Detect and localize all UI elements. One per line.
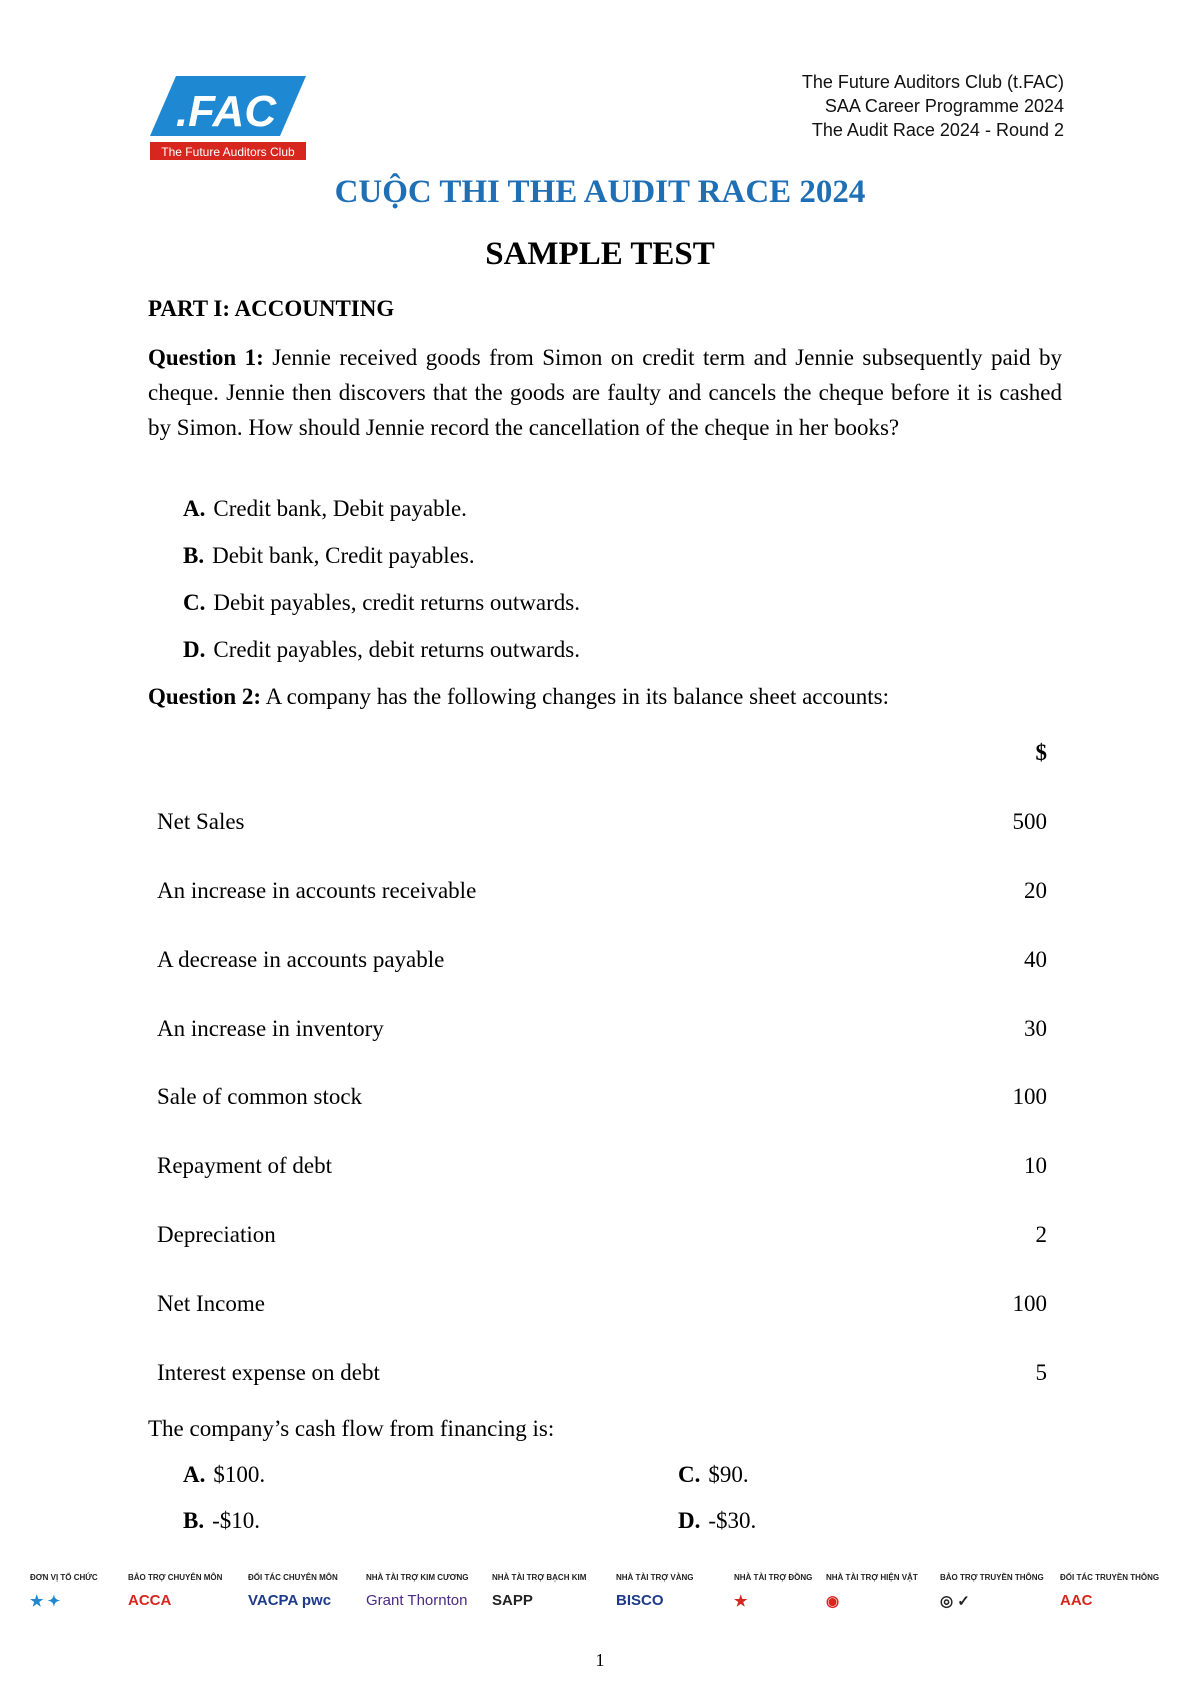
- sponsor-logo: ★ ✦: [30, 1593, 61, 1610]
- question-2-text: A company has the following changes in its balance sheet accounts:: [261, 684, 889, 709]
- row-label: Interest expense on debt: [157, 1360, 380, 1385]
- logo-text: .FAC: [175, 87, 277, 136]
- option-text: $100.: [213, 1462, 266, 1487]
- sponsor-diamond: [366, 1573, 469, 1609]
- row-value: 500: [1012, 809, 1047, 834]
- option-letter: C.: [183, 590, 206, 615]
- question-1-text: Jennie received goods from Simon on credit term and Jennie subsequently paid by cheque. Jennie then discovers that the goods are faulty and cancels the cheque before it is cashed by Simon. How should Jennie record the cancellation of the cheque in her books?: [148, 345, 1062, 440]
- question-2: [148, 684, 889, 710]
- currency-header: $: [1035, 740, 1047, 765]
- option-text: Credit bank, Debit payable.: [213, 496, 467, 521]
- q2-option-c: [678, 1462, 749, 1488]
- q2-option-b: [183, 1508, 260, 1534]
- row-label: Sale of common stock: [157, 1084, 363, 1109]
- sponsor-bronze: [734, 1573, 812, 1610]
- sponsor-caption: BẢO TRỢ CHUYÊN MÔN: [128, 1573, 223, 1582]
- q2-option-a: [183, 1462, 265, 1488]
- sponsor-caption: ĐƠN VỊ TỔ CHỨC: [30, 1573, 98, 1582]
- option-text: Debit bank, Credit payables.: [212, 543, 475, 568]
- option-letter: B.: [183, 543, 205, 568]
- row-value: 100: [1012, 1084, 1047, 1109]
- question-1-label: Question 1:: [148, 345, 264, 370]
- sponsor-caption: NHÀ TÀI TRỢ ĐỒNG: [734, 1573, 813, 1582]
- option-text: Debit payables, credit returns outwards.: [213, 590, 580, 615]
- option-text: -$30.: [708, 1508, 757, 1533]
- sponsor-strip: [30, 1573, 1170, 1635]
- row-label: A decrease in accounts payable: [157, 947, 445, 972]
- q1-option-c: [183, 590, 580, 616]
- q1-option-d: [183, 637, 580, 663]
- page-subtitle: SAMPLE TEST: [485, 236, 715, 272]
- option-letter: D.: [678, 1508, 701, 1533]
- sponsor-logo: VACPA pwc: [248, 1592, 332, 1609]
- row-label: Repayment of debt: [157, 1153, 333, 1178]
- q1-option-b: [183, 543, 475, 569]
- sponsor-media-partner: [1060, 1573, 1159, 1609]
- sponsor-gold: [616, 1573, 694, 1609]
- question-2-label: Question 2:: [148, 684, 262, 709]
- option-letter: B.: [183, 1508, 205, 1533]
- sponsor-logo: ACCA: [128, 1592, 172, 1609]
- header-line-round: The Audit Race 2024 - Round 2: [811, 120, 1064, 140]
- sponsor-caption: NHÀ TÀI TRỢ HIỆN VẬT: [826, 1573, 918, 1582]
- tfac-logo: [148, 74, 308, 162]
- sponsor-academic: [128, 1573, 222, 1609]
- q1-option-a: [183, 496, 467, 522]
- option-text: $90.: [708, 1462, 749, 1487]
- sponsor-caption: BẢO TRỢ TRUYỀN THÔNG: [940, 1573, 1044, 1582]
- sponsor-logo: ◉: [826, 1593, 840, 1610]
- sponsor-caption: NHÀ TÀI TRỢ BẠCH KIM: [492, 1573, 587, 1582]
- question-1: [148, 340, 1062, 445]
- row-value: 30: [1024, 1016, 1047, 1041]
- sponsor-logo: SAPP: [492, 1592, 533, 1609]
- sponsor-logo: ◎ ✓: [940, 1593, 970, 1610]
- header-info: [802, 70, 1064, 142]
- row-value: 20: [1024, 878, 1047, 903]
- sponsor-caption: NHÀ TÀI TRỢ VÀNG: [616, 1573, 694, 1582]
- logo-caption: The Future Auditors Club: [161, 145, 295, 159]
- option-text: Credit payables, debit returns outwards.: [213, 637, 581, 662]
- sponsor-organizer: [30, 1573, 98, 1610]
- row-value: 5: [1035, 1360, 1047, 1385]
- option-letter: A.: [183, 1462, 206, 1487]
- sponsor-caption: NHÀ TÀI TRỢ KIM CƯƠNG: [366, 1573, 469, 1582]
- row-value: 40: [1024, 947, 1047, 972]
- row-value: 10: [1024, 1153, 1047, 1178]
- page-title: CUỘC THI THE AUDIT RACE 2024: [334, 174, 866, 210]
- q2-option-d: [678, 1508, 756, 1534]
- sponsor-media: [940, 1573, 1044, 1610]
- sponsor-platinum: [492, 1573, 586, 1609]
- part-heading: PART I: ACCOUNTING: [148, 296, 395, 321]
- question-2-prompt: The company’s cash flow from financing is:: [148, 1416, 555, 1441]
- sponsor-in-kind: [826, 1573, 918, 1610]
- row-label: An increase in accounts receivable: [157, 878, 477, 903]
- page-number: 1: [595, 1650, 605, 1670]
- row-label: Net Income: [157, 1291, 265, 1316]
- header-line-programme: SAA Career Programme 2024: [824, 96, 1064, 116]
- sponsor-caption: ĐỐI TÁC TRUYỀN THÔNG: [1060, 1573, 1160, 1582]
- option-letter: C.: [678, 1462, 701, 1487]
- option-letter: A.: [183, 496, 206, 521]
- header-line-club: The Future Auditors Club (t.FAC): [801, 72, 1064, 92]
- row-value: 100: [1012, 1291, 1047, 1316]
- row-label: An increase in inventory: [157, 1016, 384, 1041]
- sponsor-logo: ★: [734, 1593, 748, 1610]
- row-value: 2: [1035, 1222, 1047, 1247]
- sponsor-partner: [248, 1573, 338, 1609]
- sponsor-logo: BISCO: [616, 1592, 664, 1609]
- row-label: Depreciation: [157, 1222, 276, 1247]
- sponsor-logo: Grant Thornton: [366, 1592, 468, 1609]
- sponsor-caption: ĐỐI TÁC CHUYÊN MÔN: [248, 1573, 338, 1582]
- option-text: -$10.: [212, 1508, 261, 1533]
- option-letter: D.: [183, 637, 206, 662]
- sponsor-logo: AAC: [1060, 1592, 1093, 1609]
- row-label: Net Sales: [157, 809, 245, 834]
